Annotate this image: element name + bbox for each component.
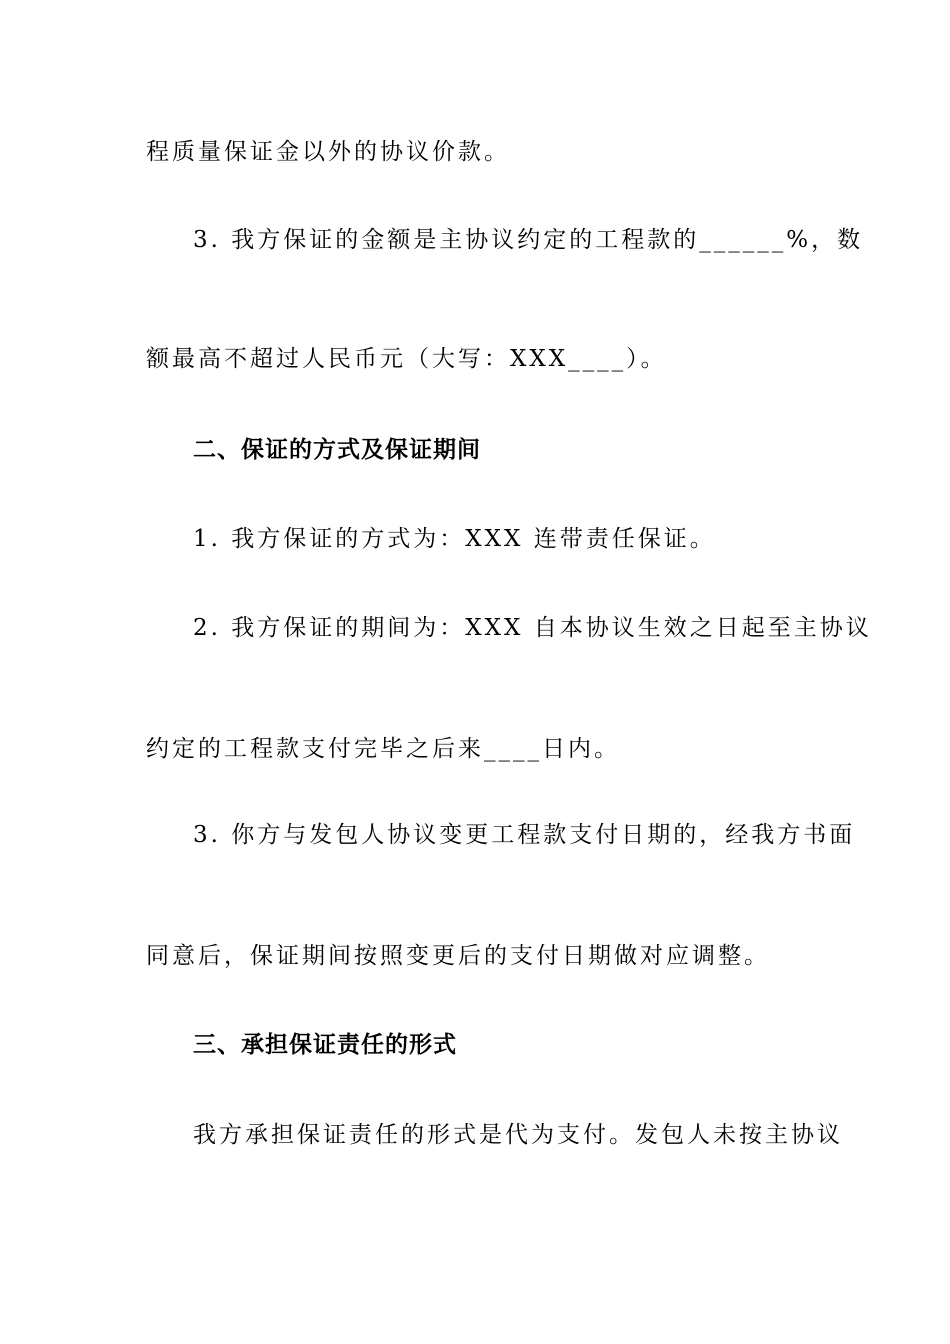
- section-heading: 二、保证的方式及保证期间: [193, 437, 481, 463]
- paragraph-line: 我方承担保证责任的形式是代为支付。发包人未按主协议: [193, 1122, 843, 1148]
- paragraph-line: 额最高不超过人民币元（大写：XXX____）。: [146, 346, 667, 372]
- paragraph-line: 2. 我方保证的期间为：XXX 自本协议生效之日起至主协议: [193, 615, 872, 641]
- paragraph-line: 3. 你方与发包人协议变更工程款支付日期的，经我方书面: [193, 822, 856, 848]
- section-heading: 三、承担保证责任的形式: [193, 1032, 457, 1058]
- paragraph-line: 3. 我方保证的金额是主协议约定的工程款的______%，数: [193, 227, 864, 253]
- paragraph-line: 程质量保证金以外的协议价款。: [146, 139, 510, 165]
- paragraph-line: 约定的工程款支付完毕之后来____日内。: [146, 736, 620, 762]
- paragraph-line: 同意后，保证期间按照变更后的支付日期做对应调整。: [146, 943, 770, 969]
- paragraph-line: 1. 我方保证的方式为：XXX 连带责任保证。: [193, 526, 716, 552]
